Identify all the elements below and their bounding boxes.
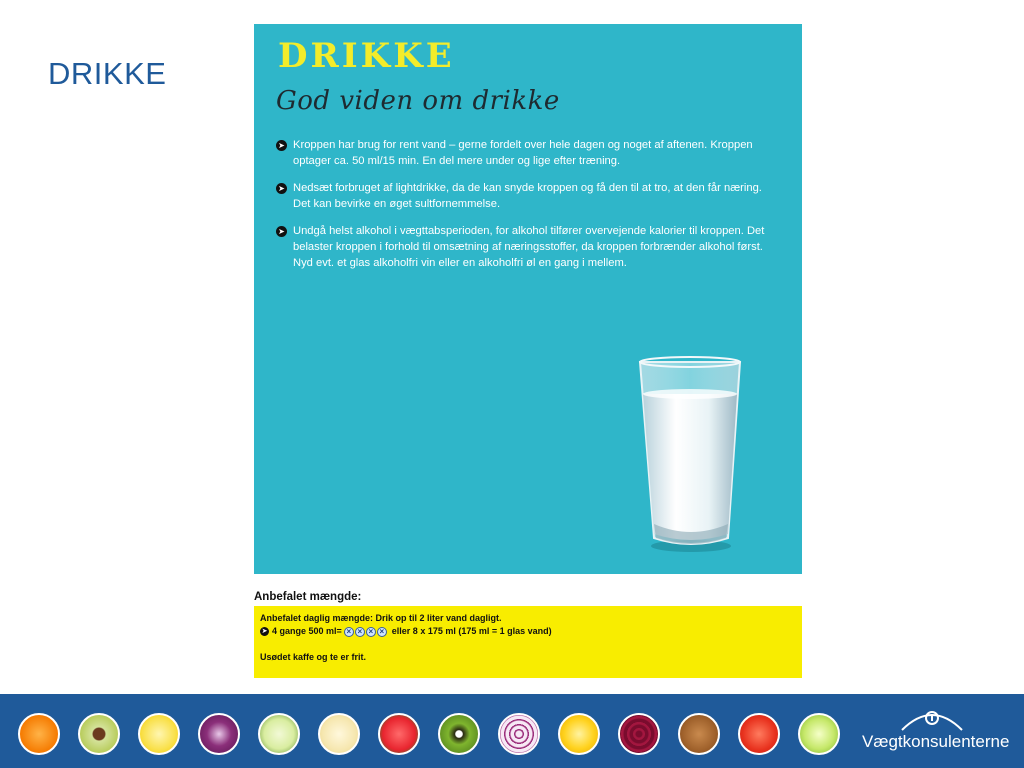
glass-icon: × bbox=[355, 627, 365, 637]
glass-icon: × bbox=[344, 627, 354, 637]
orange-icon bbox=[18, 713, 60, 755]
watermelon-icon bbox=[378, 713, 420, 755]
avocado-icon bbox=[78, 713, 120, 755]
advice-item bbox=[276, 181, 776, 212]
advice-text: Nedsæt forbruget af lightdrikke, da de kan snyde kroppen og få den til at tro, at den får næring. Det kan bevirke en øget sultfornemmelse. bbox=[293, 182, 762, 210]
glass-marks bbox=[344, 627, 388, 637]
drinks-poster bbox=[254, 24, 802, 574]
poster-subheading: God viden om drikke bbox=[276, 86, 560, 116]
recommendation-prefix: 4 gange 500 ml= bbox=[272, 626, 342, 636]
beetroot-icon bbox=[618, 713, 660, 755]
advice-item bbox=[276, 138, 776, 169]
arrow-right-circle-icon: ➤ bbox=[276, 226, 287, 237]
advice-item bbox=[276, 224, 776, 271]
slide-title: DRIKKE bbox=[48, 56, 167, 91]
lime-icon bbox=[798, 713, 840, 755]
banana-icon bbox=[318, 713, 360, 755]
poster-heading: DRIKKE bbox=[278, 36, 455, 76]
footer-bar bbox=[0, 694, 1024, 768]
eye-logo-icon bbox=[900, 704, 964, 734]
brand-logo bbox=[862, 704, 1012, 760]
lemon-icon bbox=[138, 713, 180, 755]
glass-icon: × bbox=[366, 627, 376, 637]
almonds-icon bbox=[678, 713, 720, 755]
recommendation-line: Usødet kaffe og te er frit. bbox=[260, 652, 367, 662]
arrow-right-circle-icon: ➤ bbox=[261, 628, 268, 635]
brand-name: Vægtkonsulenterne bbox=[862, 732, 1010, 751]
red-onion-icon bbox=[498, 713, 540, 755]
arrow-right-circle-icon: ➤ bbox=[276, 183, 287, 194]
red-cabbage-icon bbox=[198, 713, 240, 755]
water-glass-icon bbox=[634, 354, 749, 554]
advice-list bbox=[276, 138, 776, 283]
arrow-right-circle-icon: ➤ bbox=[276, 140, 287, 151]
recommendation-label: Anbefalet mængde: bbox=[254, 591, 362, 603]
recommendation-line bbox=[260, 625, 796, 638]
recommendation-line: Anbefalet daglig mængde: Drik op til 2 liter vand dagligt. bbox=[260, 613, 502, 623]
cucumber-icon bbox=[258, 713, 300, 755]
kiwi-icon bbox=[438, 713, 480, 755]
tomato-icon bbox=[738, 713, 780, 755]
recommendation-suffix: eller 8 x 175 ml (175 ml = 1 glas vand) bbox=[391, 626, 552, 636]
spacer bbox=[260, 638, 796, 651]
pineapple-icon bbox=[558, 713, 600, 755]
glass-icon: × bbox=[377, 627, 387, 637]
advice-text: Kroppen har brug for rent vand – gerne fordelt over hele dagen og noget af aftenen. Kroppen optager ca. 50 ml/15 min. En del mere under og lige efter træning. bbox=[293, 139, 753, 167]
recommendation-box bbox=[254, 606, 802, 678]
advice-text: Undgå helst alkohol i vægttabsperioden, for alkohol tilfører overvejende kalorier til kroppen. Det belaster kroppen i forhold til omsætning af næringsstoffer, da kroppen forbrænder alkohol først. Nyd evt. et glas alkoholfri vin eller en alkoholfri øl en gang i mellem. bbox=[293, 225, 765, 269]
